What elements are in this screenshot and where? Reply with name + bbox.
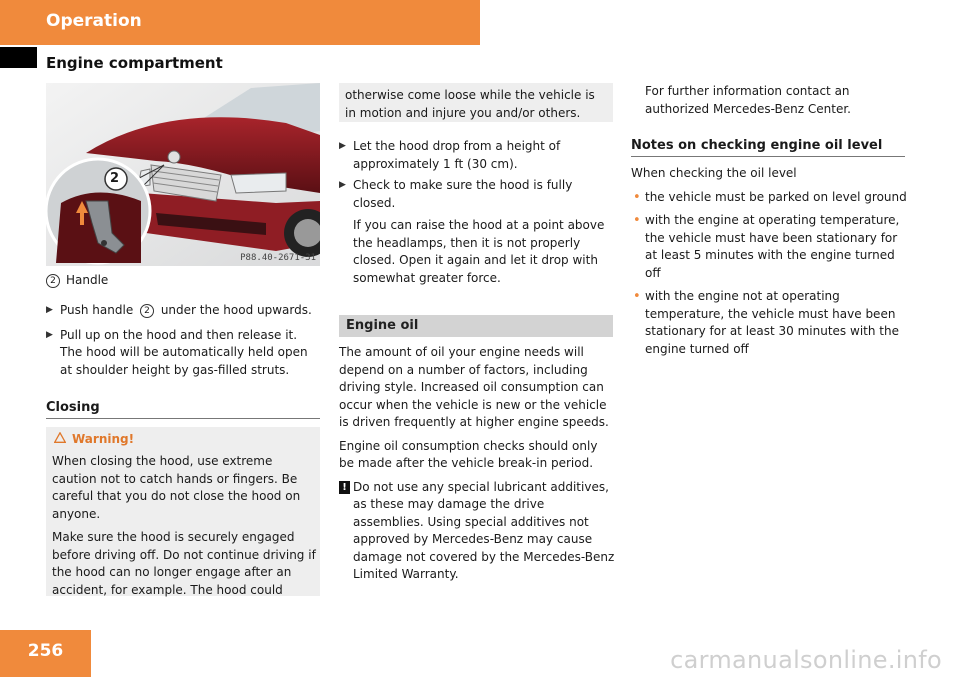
bullet-icon: • bbox=[633, 213, 641, 228]
engine-oil-heading: Engine oil bbox=[346, 318, 419, 333]
warning-continued-text: otherwise come loose while the vehicle is in motion and injure you and/or others. bbox=[345, 88, 595, 120]
step-arrow-icon: ▶ bbox=[339, 180, 346, 190]
list-item: • with the engine at operating temperature, the vehicle must have been stationary for at least 5 minutes with the engine turned off bbox=[633, 213, 900, 280]
warning-box bbox=[46, 427, 320, 596]
closing-heading: Closing bbox=[46, 400, 320, 419]
steps-left bbox=[46, 302, 322, 379]
engine-oil-note: ! Do not use any special lubricant additives, as these may damage the drive assemblies. Using special additives not approved by Mercedes-Benz may cause damage not covered by the Mercedes-Benz Limited Warranty. bbox=[339, 479, 615, 584]
list-item: • with the engine not at operating temperature, the vehicle must have been stationary for at least 30 minutes with the engine turned off bbox=[633, 289, 899, 356]
step-arrow-icon: ▶ bbox=[46, 329, 53, 340]
step-arrow-icon: ▶ bbox=[339, 141, 346, 151]
engine-hood-figure bbox=[46, 83, 320, 266]
engine-oil-heading-bar bbox=[339, 315, 613, 337]
section-marker bbox=[0, 47, 37, 68]
warning-body: When closing the hood, use extreme caution not to catch hands or fingers. Be careful that you do not close the hood on anyone. Make sure the hood is securely engaged before driving off. Do not continue driving if the hood can no longer engage after an accident, for example. The hood could bbox=[52, 454, 316, 597]
step-pull-hood: ▶ Pull up on the hood and then release it. The hood will be automatically held open at shoulder height by gas-filled struts. bbox=[46, 327, 308, 377]
figure-code: P88.40-2671-31 bbox=[240, 253, 316, 263]
oil-level-section bbox=[631, 165, 909, 358]
step-push-handle: ▶ Push handle 2 under the hood upwards. bbox=[46, 302, 322, 320]
warning-title: Warning! bbox=[54, 432, 134, 446]
caption-label: Handle bbox=[66, 273, 109, 287]
engine-oil-paragraph-2: Engine oil consumption checks should only be made after the vehicle break-in period. bbox=[339, 438, 598, 470]
engine-oil-paragraph-1: The amount of oil your engine needs will depend on a number of factors, including driving style. Increased oil consumption can occur when the vehicle is new or the vehicle is driven frequently at higher engine speeds. bbox=[339, 345, 609, 429]
contact-text: For further information contact an authorized Mercedes-Benz Center. bbox=[645, 84, 851, 116]
callout-number: 2 bbox=[110, 171, 120, 186]
list-item: • the vehicle must be parked on level ground bbox=[633, 189, 907, 205]
steps-middle bbox=[339, 138, 615, 287]
car-illustration bbox=[46, 83, 320, 266]
handle-number: 2 bbox=[140, 304, 154, 318]
oil-level-heading: Notes on checking engine oil level bbox=[631, 138, 905, 157]
middle-note: If you can raise the hood at a point above the headlamps, then it is not properly closed. Open it again and let it drop with somewhat greater force. bbox=[353, 218, 605, 285]
step-check-closed: ▶ Check to make sure the hood is fully closed. bbox=[339, 178, 573, 210]
figure-caption bbox=[46, 273, 108, 288]
page-number: 256 bbox=[27, 641, 64, 661]
watermark: carmanualsonline.info bbox=[670, 646, 942, 674]
bullet-icon: • bbox=[633, 289, 641, 304]
warning-triangle-icon bbox=[54, 432, 66, 446]
oil-level-intro: When checking the oil level bbox=[631, 166, 797, 180]
page-number-box bbox=[0, 630, 91, 677]
step-let-drop: ▶ Let the hood drop from a height of approximately 1 ft (30 cm). bbox=[339, 139, 561, 171]
warning-continued-box bbox=[339, 83, 613, 122]
caution-icon: ! bbox=[339, 481, 350, 494]
bullet-icon: • bbox=[633, 189, 641, 205]
section-title: Operation bbox=[46, 11, 142, 31]
engine-oil-section bbox=[339, 344, 615, 584]
page-subtitle: Engine compartment bbox=[46, 54, 223, 72]
caption-number: 2 bbox=[46, 274, 60, 288]
step-arrow-icon: ▶ bbox=[46, 305, 53, 315]
